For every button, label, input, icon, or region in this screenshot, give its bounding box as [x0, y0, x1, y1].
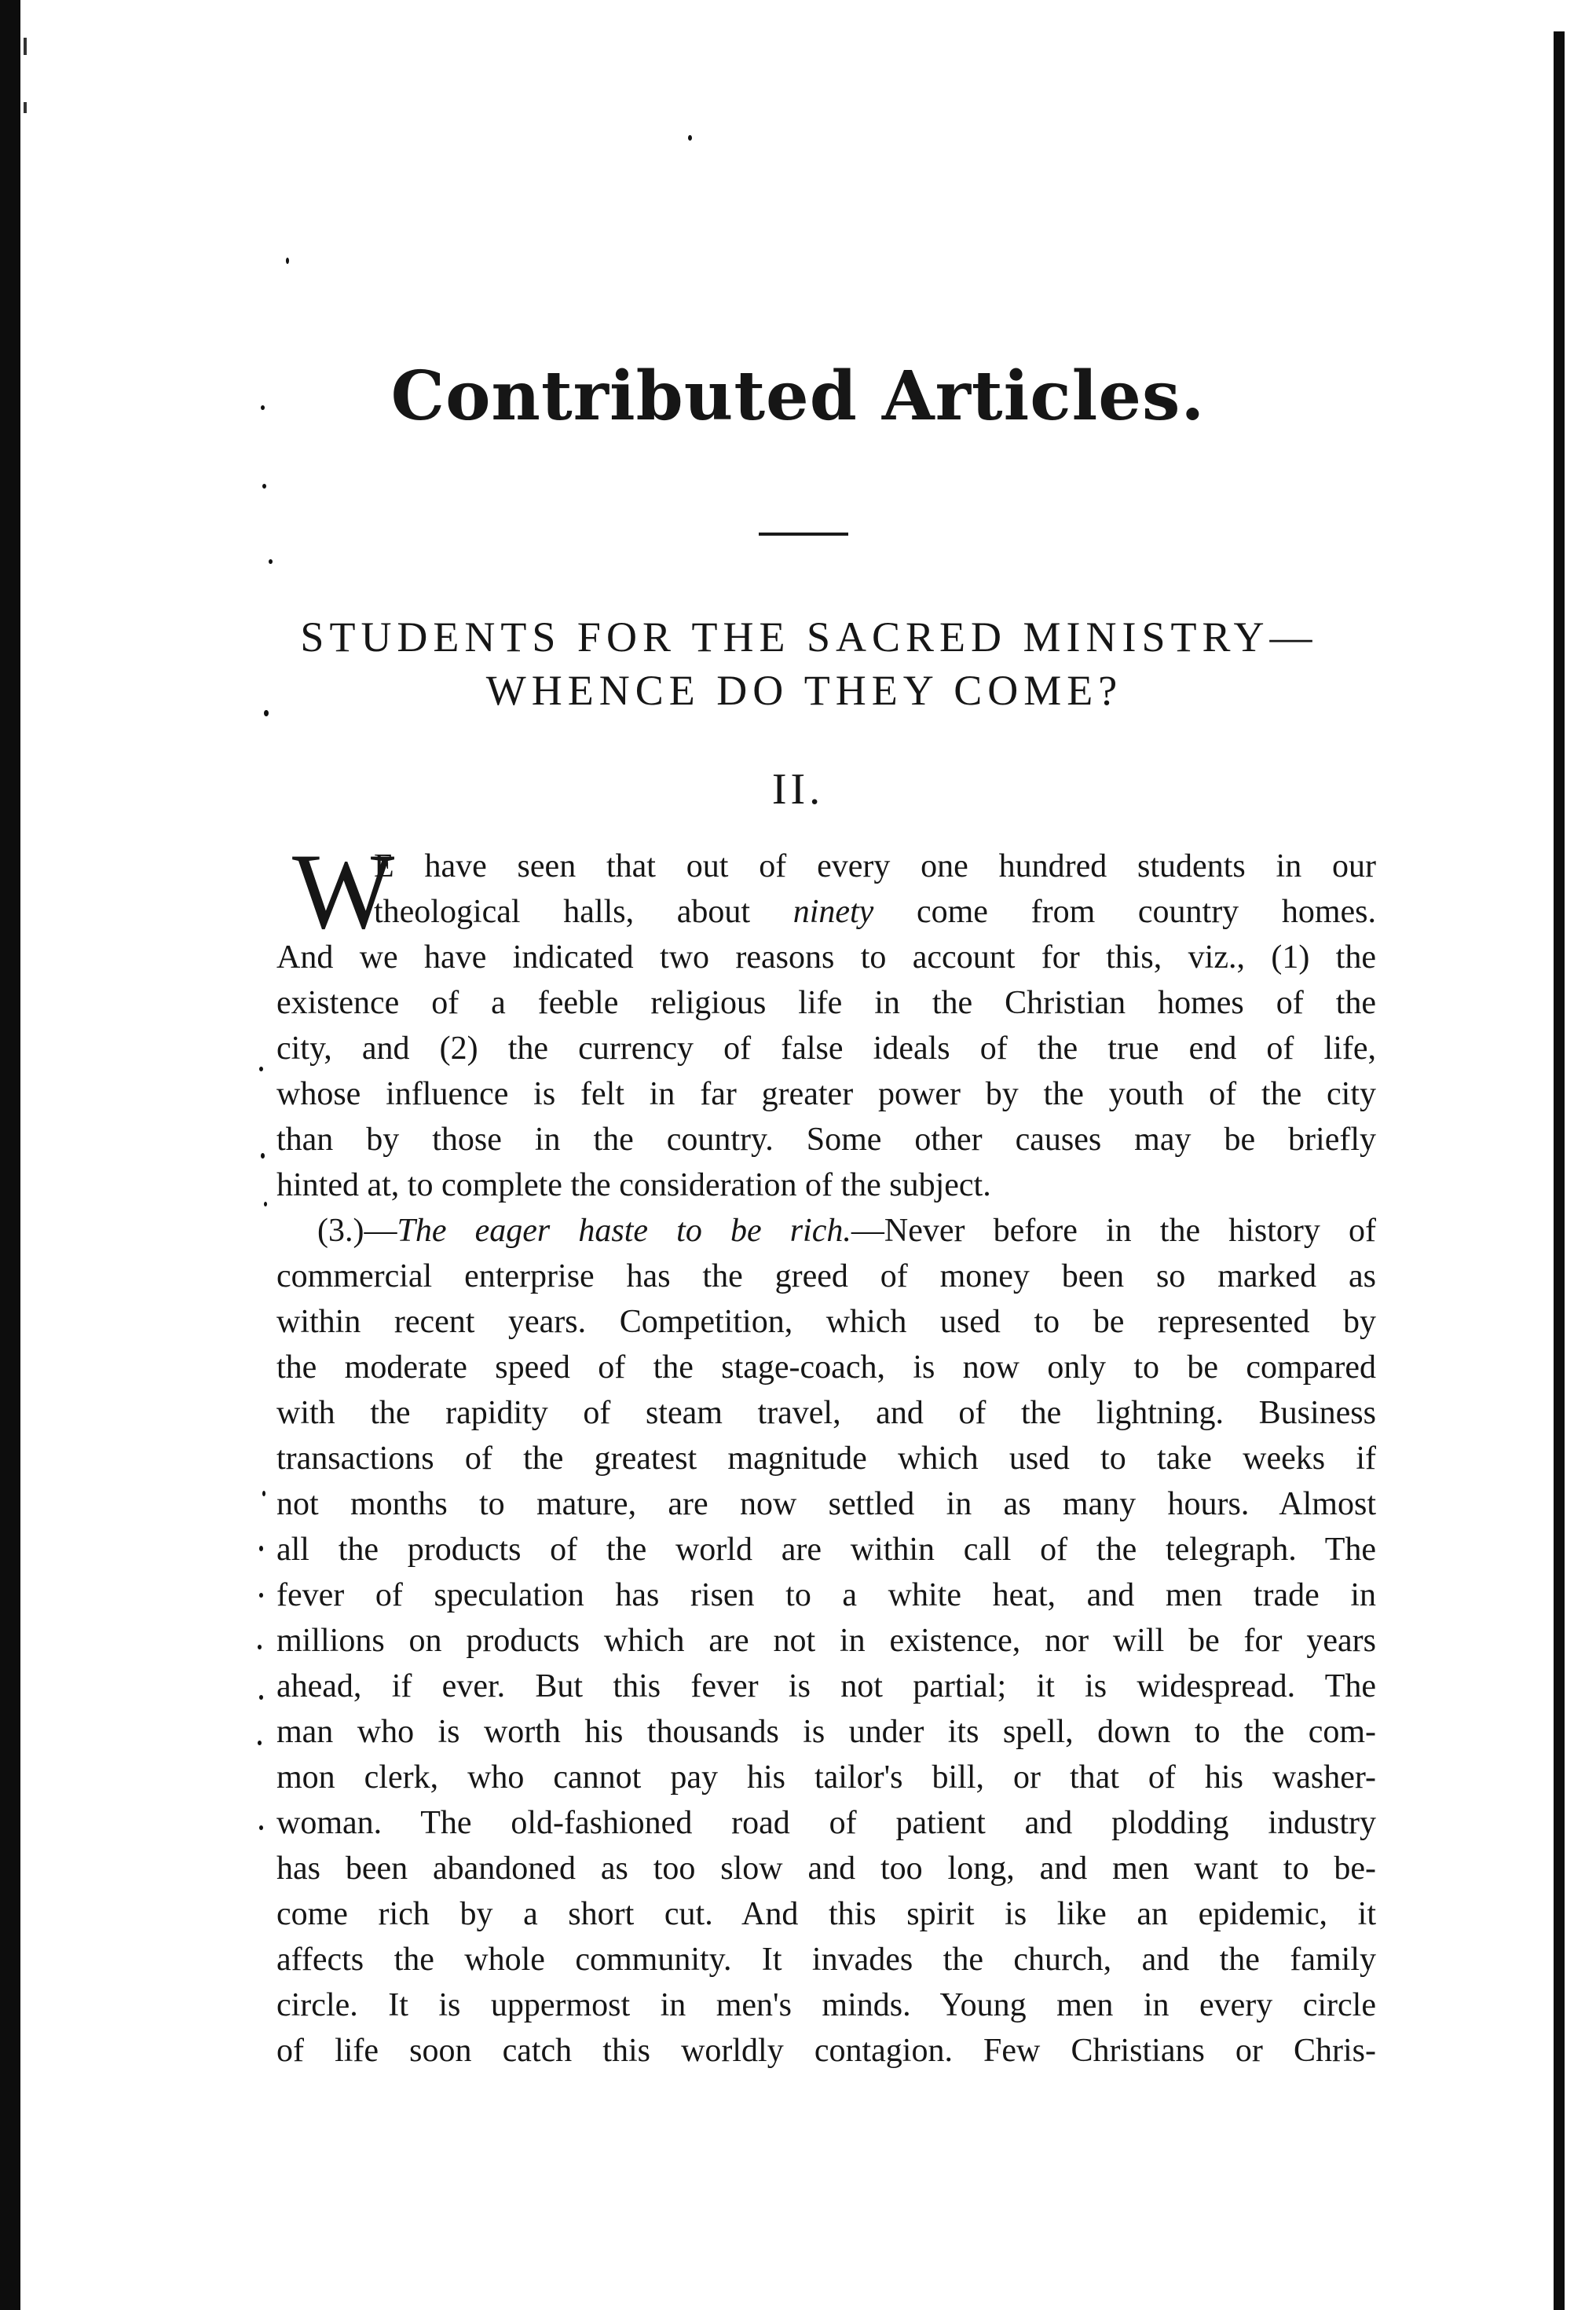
- text-line: fever of speculation has risen to a white heat, and men trade in: [276, 1577, 1376, 1613]
- text-line: millions on products which are not in existence, nor will be for years: [276, 1623, 1376, 1659]
- text-span: —Never before in the history of: [851, 1213, 1376, 1249]
- text-line: not months to mature, are now settled in as many hours. Almost: [276, 1486, 1376, 1522]
- drop-cap: W: [292, 831, 395, 951]
- title-rule: [759, 533, 848, 536]
- text-line: commercial enterprise has the greed of money been so marked as: [276, 1258, 1376, 1294]
- text-line: with the rapidity of steam travel, and of the lightning. Business: [276, 1395, 1376, 1431]
- scan-speck: [259, 1825, 263, 1830]
- text-span: come from country homes.: [916, 894, 1376, 930]
- article-title-line-2: WHENCE DO THEY COME?: [485, 667, 1123, 714]
- scan-speck: [258, 1645, 262, 1649]
- text-line: [317, 1208, 1376, 1254]
- text-line: the moderate speed of the stage-coach, is now only to be compared: [276, 1349, 1376, 1386]
- text-line: circle. It is uppermost in men's minds. Young men in every circle: [276, 1987, 1376, 2023]
- scan-speck: [259, 1695, 263, 1700]
- section-header: Contributed Articles.: [390, 357, 1206, 436]
- text-line: city, and (2) the currency of false ideals of the true end of life,: [276, 1031, 1376, 1067]
- scan-speck: [259, 1067, 263, 1071]
- text-span: (3.)—: [317, 1213, 397, 1249]
- emphasis-text: The eager haste to be rich.: [397, 1213, 851, 1249]
- text-line: come rich by a short cut. And this spirit is like an epidemic, it: [276, 1896, 1376, 1932]
- text-line: whose influence is felt in far greater power by the youth of the city: [276, 1076, 1376, 1112]
- scan-speck: [264, 1202, 267, 1206]
- text-span: theological halls, about: [374, 894, 751, 930]
- text-line: woman. The old-fashioned road of patient and plodding industry: [276, 1805, 1376, 1841]
- scan-speck: [259, 1593, 263, 1598]
- text-line: [374, 889, 1376, 935]
- text-line: has been abandoned as too slow and too long, and men want to be-: [276, 1851, 1376, 1887]
- emphasis-text: ninety: [793, 894, 874, 930]
- scan-mark: [24, 38, 27, 55]
- scan-speck: [261, 1153, 265, 1159]
- text-line: all the products of the world are within call of the telegraph. The: [276, 1532, 1376, 1568]
- scan-speck: [688, 135, 692, 141]
- scan-speck: [269, 559, 273, 564]
- text-line: man who is worth his thousands is under its spell, down to the com-: [276, 1714, 1376, 1750]
- scan-speck: [258, 1741, 262, 1745]
- text-line: of life soon catch this worldly contagion. Few Christians or Chris-: [276, 2033, 1376, 2069]
- text-line: And we have indicated two reasons to account for this, viz., (1) the: [276, 939, 1376, 976]
- scan-edge-left: [0, 0, 20, 2310]
- part-number: II.: [771, 765, 825, 814]
- scan-speck: [262, 1491, 265, 1496]
- article-title-line-1: STUDENTS FOR THE SACRED MINISTRY—: [300, 613, 1318, 661]
- text-line: within recent years. Competition, which used to be represented by: [276, 1304, 1376, 1340]
- scan-mark: [24, 102, 27, 113]
- text-line: affects the whole community. It invades the church, and the family: [276, 1942, 1376, 1978]
- text-line: E have seen that out of every one hundred students in our: [374, 848, 1376, 884]
- scan-speck: [259, 1546, 263, 1551]
- text-line: hinted at, to complete the consideration of the subject.: [276, 1167, 991, 1203]
- text-line: existence of a feeble religious life in the Christian homes of the: [276, 985, 1376, 1021]
- text-line: mon clerk, who cannot pay his tailor's bill, or that of his washer-: [276, 1759, 1376, 1796]
- scan-speck: [262, 484, 266, 489]
- text-line: than by those in the country. Some other causes may be briefly: [276, 1122, 1376, 1158]
- text-line: ahead, if ever. But this fever is not partial; it is widespread. The: [276, 1668, 1376, 1704]
- text-line: transactions of the greatest magnitude which used to take weeks if: [276, 1441, 1376, 1477]
- scan-speck: [286, 258, 289, 264]
